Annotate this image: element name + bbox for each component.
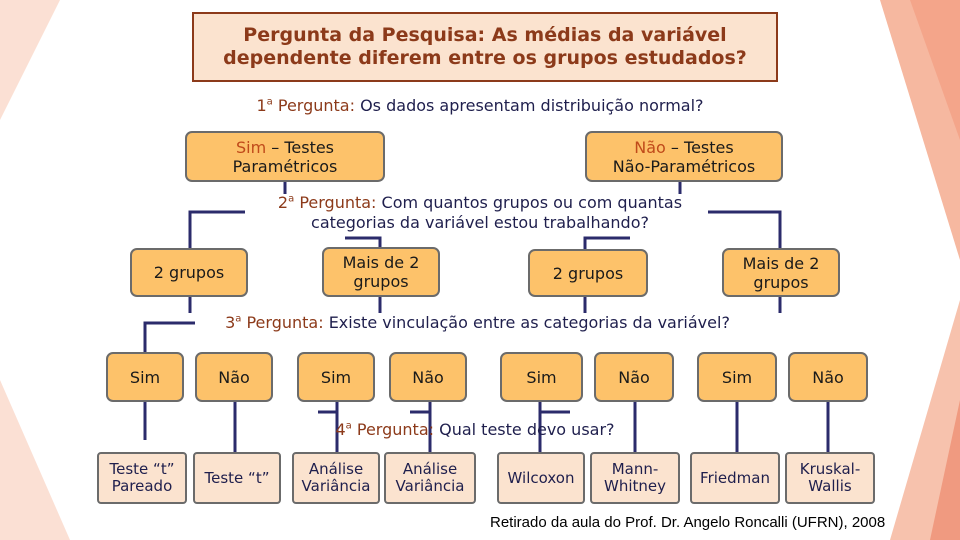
- link-no-node-3: Não: [594, 352, 674, 402]
- question-3: [195, 313, 760, 333]
- question-1-text: Os dados apresentam distribuição normal?: [355, 96, 704, 115]
- link-yes-node-3: Sim: [500, 352, 583, 402]
- source-credit: Retirado da aula do Prof. Dr. Angelo Roncalli (UFRN), 2008: [490, 514, 886, 531]
- research-question-box: [192, 12, 778, 82]
- question-4-text: Qual teste devo usar?: [434, 420, 615, 439]
- group-node-2-grupos-nonparam: 2 grupos: [528, 249, 648, 297]
- question-2-text-2: categorias da variável estou trabalhando?: [311, 213, 649, 232]
- parametric-sim-word: Sim: [235, 137, 267, 157]
- nonparametric-line-2: Não-Paramétricos: [612, 156, 756, 176]
- question-2-text-1: Com quantos grupos ou com quantas: [376, 193, 683, 212]
- test-leaf-t: Teste “t”: [193, 452, 281, 504]
- test-leaf-friedman: Friedman: [690, 452, 780, 504]
- link-yes-node-2: Sim: [297, 352, 375, 402]
- parametric-line-2: Paramétricos: [232, 156, 338, 176]
- question-3-text: Existe vinculação entre as categorias da variável?: [323, 313, 730, 332]
- group-node-2-grupos-param: 2 grupos: [130, 248, 248, 297]
- parametric-tests-node: [185, 131, 385, 182]
- research-question-title: [223, 24, 747, 70]
- link-no-node-1: Não: [195, 352, 273, 402]
- question-3-number: 3$^a$ Pergunta:: [225, 313, 324, 332]
- question-2: [200, 193, 760, 233]
- group-node-mais-2-grupos-nonparam: Mais de 2 grupos: [722, 248, 840, 297]
- nonparametric-rest: – Testes: [665, 137, 734, 157]
- test-leaf-t-pareado: Teste “t” Pareado: [97, 452, 187, 504]
- question-1-number: 1$^a$ Pergunta:: [256, 96, 355, 115]
- link-no-node-4: Não: [788, 352, 868, 402]
- link-yes-node-1: Sim: [106, 352, 184, 402]
- group-node-mais-2-grupos-param: Mais de 2 grupos: [322, 247, 440, 297]
- test-leaf-kruskal-wallis: Kruskal- Wallis: [785, 452, 875, 504]
- question-4-number: 4$^a$ Pergunta:: [335, 420, 435, 439]
- title-line-1: Pergunta da Pesquisa: As médias da variável: [243, 24, 727, 46]
- test-leaf-mann-whitney: Mann- Whitney: [590, 452, 680, 504]
- nonparametric-nao-word: Não: [634, 137, 666, 157]
- question-1: [0, 96, 960, 116]
- test-leaf-anova-2: Análise Variância: [384, 452, 476, 504]
- nonparametric-tests-node: [585, 131, 783, 182]
- question-4: [300, 420, 650, 440]
- title-line-2: dependente diferem entre os grupos estudados?: [223, 47, 747, 69]
- parametric-rest: – Testes: [266, 137, 335, 157]
- link-no-node-2: Não: [389, 352, 467, 402]
- test-leaf-anova-1: Análise Variância: [292, 452, 380, 504]
- test-leaf-wilcoxon: Wilcoxon: [497, 452, 585, 504]
- link-yes-node-4: Sim: [697, 352, 777, 402]
- question-2-number: 2$^a$ Pergunta:: [277, 193, 377, 212]
